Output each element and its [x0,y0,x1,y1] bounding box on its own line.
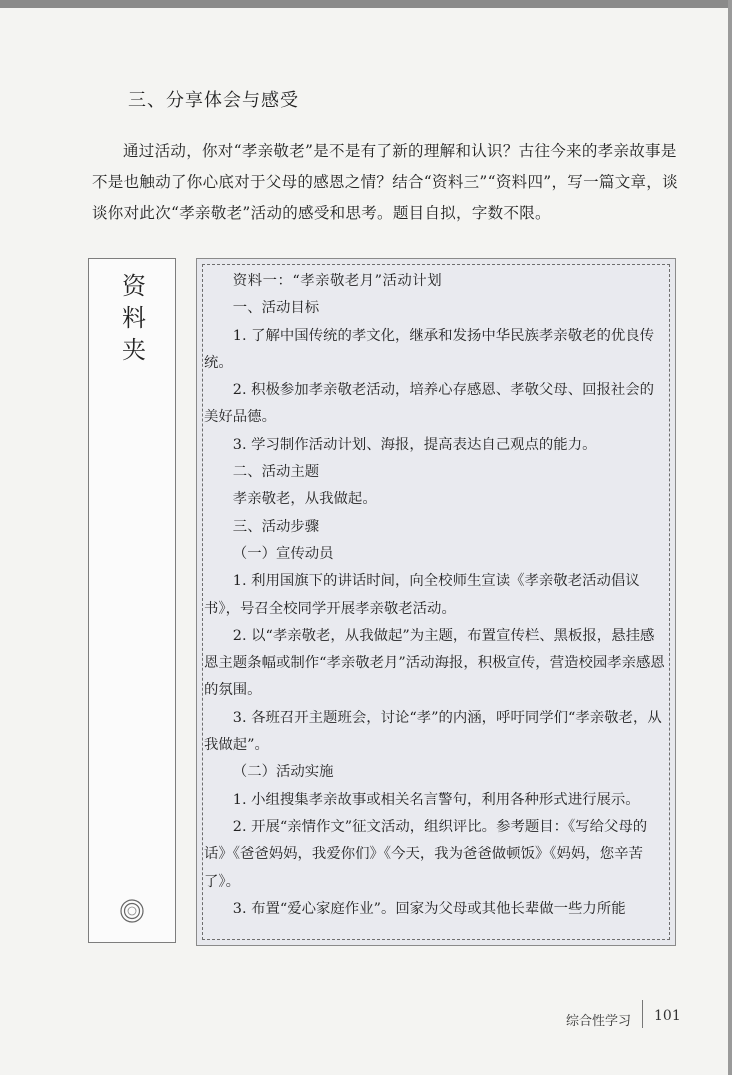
ring-hole-icon [118,897,146,925]
material-line: 1. 利用国旗下的讲话时间，向全校师生宣读《孝亲敬老活动倡议书》，号召全校同学开展孝亲敬老活动。 [204,573,640,617]
material-content [204,268,668,923]
material-line: 2. 以“孝亲敬老，从我做起”为主题，布置宣传栏、黑板报，悬挂感恩主题条幅或制作“孝亲敬老月”活动海报，积极宣传，营造校园孝亲感恩的氛围。 [204,627,665,699]
section-heading: 三、分享体会与感受 [128,90,299,111]
sidebar-label [119,270,149,366]
material-line: 一、活动目标 [232,300,320,317]
intro-paragraph: 通过活动，你对“孝亲敬老”是不是有了新的理解和认识？古往今来的孝亲故事是不是也触动了你心底对于父母的感恩之情？结合“资料三”“资料四”，写一篇文章，谈谈你对此次“孝亲敬老”活动的感受和思考。题目自拟，字数不限。 [92,142,678,222]
top-border [0,0,732,8]
material-line: 1. 了解中国传统的孝文化，继承和发扬中华民族孝亲敬老的优良传统。 [204,327,655,371]
material-line: 1. 小组搜集孝亲故事或相关名言警句，利用各种形式进行展示。 [232,791,640,808]
page-number: 101 [654,1008,681,1024]
material-line: 2. 积极参加孝亲敬老活动，培养心存感恩、孝敬父母、回报社会的美好品德。 [204,382,655,426]
material-line: 3. 布置“爱心家庭作业”。回家为父母或其他长辈做一些力所能 [232,900,626,917]
material-line: 二、活动主题 [232,464,320,481]
material-line: 3. 学习制作活动计划、海报，提高表达自己观点的能力。 [232,436,597,453]
sidebar-char: 夹 [122,336,146,364]
sidebar-char: 料 [122,304,146,332]
material-line: 2. 开展“亲情作文”征文活动，组织评比。参考题目：《写给父母的话》《爸爸妈妈，我爱你们》《今天，我为爸爸做顿饭》《妈妈，您辛苦了》。 [204,818,648,890]
material-line: 三、活动步骤 [232,518,320,535]
material-line: （二）活动实施 [232,764,334,781]
footer-section-label: 综合性学习 [566,1014,632,1029]
sidebar-char: 资 [122,272,146,300]
right-border [728,0,732,1075]
footer-divider [642,1000,643,1028]
material-line: 3. 各班召开主题班会，讨论“孝”的内涵，呼吁同学们“孝亲敬老，从我做起”。 [204,709,662,754]
material-line: （一）宣传动员 [232,545,334,562]
material-title: 资料一：“孝亲敬老月”活动计划 [232,273,443,289]
material-line: 孝亲敬老，从我做起。 [232,491,377,508]
